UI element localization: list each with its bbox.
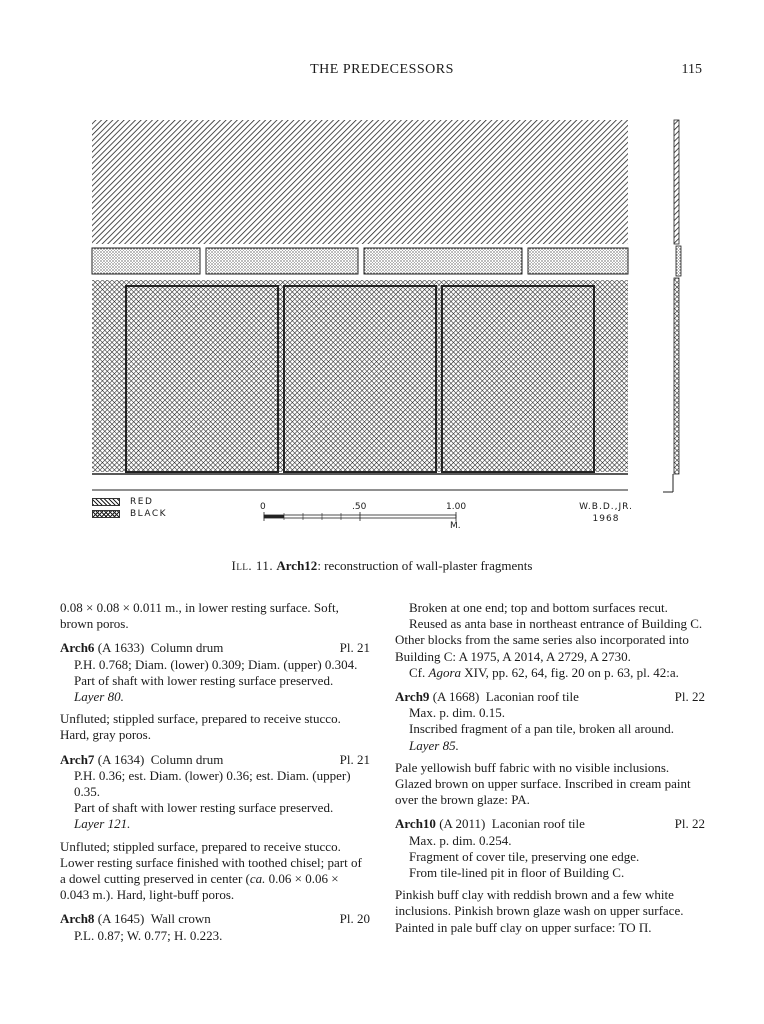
entry-note: Unfluted; stippled surface, prepared to receive stucco. Lower resting surface finished with toothed chisel; part of a dowel cutting preserved in center (ca. 0.06 × 0.06 × 0.043 m.). Hard, light-buff poros. <box>60 838 362 903</box>
entry-plate: Pl. 21 <box>339 751 370 767</box>
entry-context: From tile-lined pit in floor of Building C. <box>409 865 625 881</box>
entry-note: Pinkish buff clay with reddish brown and a few white inclusions. Pinkish brown glaze wash on upper surface. Painted in pale buff clay on upper surface: ΤΟ Π. <box>395 887 684 935</box>
band-panel <box>528 248 628 274</box>
entry-inventory: (A 1645) <box>97 911 145 927</box>
entry-title: Column drum <box>150 751 224 767</box>
entry-layer: Layer 121. <box>74 816 131 832</box>
scale-bar <box>264 512 456 521</box>
legend-red <box>92 497 153 507</box>
entry-plate: Pl. 21 <box>339 640 370 656</box>
entry-layer: Layer 80. <box>74 689 124 705</box>
legend-black-label: BLACK <box>130 509 168 519</box>
wall-plaster-figure <box>88 116 688 536</box>
caption-prefix: Ill. 11. <box>231 558 274 573</box>
entry-id: Arch10 <box>395 816 436 832</box>
entry-desc: Inscribed fragment of a pan tile, broken all around. <box>409 721 674 737</box>
entry-dims: P.L. 0.87; W. 0.77; H. 0.223. <box>74 927 223 943</box>
entry-inventory: (A 1668) <box>432 689 480 705</box>
left-column <box>60 600 370 944</box>
band-panel <box>92 248 200 274</box>
entry-desc: Part of shaft with lower resting surface preserved. <box>74 800 334 816</box>
caption-id: Arch12 <box>276 558 318 573</box>
reconstruction-drawing <box>88 116 688 536</box>
scale-tick-100: 1.00 <box>446 502 467 512</box>
band-panel <box>364 248 522 274</box>
legend-black <box>92 509 167 519</box>
entry-title: Laconian roof tile <box>485 689 579 705</box>
entry-id: Arch6 <box>60 640 95 656</box>
entry-note: Other blocks from the same series also incorporated into Building C: A 1975, A 2014, A 2729, A 2730. <box>395 632 689 664</box>
scale-tick-50: .50 <box>352 502 367 512</box>
entry-header-arch7 <box>60 752 370 768</box>
entry-dims: P.H. 0.768; Diam. (lower) 0.309; Diam. (upper) 0.304. <box>74 656 358 672</box>
entry-context: Reused as anta base in northeast entrance of Building C. <box>409 616 703 632</box>
black-swatch-icon <box>92 510 120 518</box>
entry-title: Column drum <box>150 640 224 656</box>
scale-unit: M. <box>450 521 461 531</box>
drawing-credit-year: 1968 <box>592 514 620 524</box>
running-title: THE PREDECESSORS <box>310 62 454 77</box>
red-swatch-icon <box>92 498 120 506</box>
scale-tick-0: 0 <box>260 502 266 512</box>
entry-title: Laconian roof tile <box>491 816 585 832</box>
red-zone <box>92 120 628 244</box>
entry-desc: Broken at one end; top and bottom surfaces recut. <box>409 600 668 615</box>
page-number: 115 <box>681 62 702 77</box>
figure-caption <box>0 558 764 574</box>
entry-id: Arch9 <box>395 689 430 705</box>
entry-header-arch8 <box>60 911 370 927</box>
entry-note: Unfluted; stippled surface, prepared to receive stucco. Hard, gray poros. <box>60 711 341 743</box>
entry-plate: Pl. 22 <box>674 689 705 705</box>
right-column <box>395 600 705 936</box>
legend-red-label: RED <box>130 497 154 507</box>
band-panel <box>206 248 358 274</box>
running-head <box>0 62 764 82</box>
entry-dims: Max. p. dim. 0.15. <box>409 705 506 721</box>
entry-dims: Max. p. dim. 0.254. <box>409 832 512 848</box>
entry-id: Arch8 <box>60 911 95 927</box>
entry-header-arch9 <box>395 689 705 705</box>
black-zone <box>92 280 628 472</box>
entry-plate: Pl. 20 <box>339 911 370 927</box>
entry-dims: P.H. 0.36; est. Diam. (lower) 0.36; est. Diam. (upper) 0.35. <box>74 767 351 800</box>
continued-text: 0.08 × 0.08 × 0.011 m., in lower resting surface. Soft, brown poros. <box>60 600 339 632</box>
caption-text: : reconstruction of wall-plaster fragments <box>317 558 533 573</box>
entry-id: Arch7 <box>60 751 95 767</box>
entry-desc: Fragment of cover tile, preserving one edge. <box>409 848 640 864</box>
entry-header-arch10 <box>395 816 705 832</box>
entry-plate: Pl. 22 <box>674 816 705 832</box>
wall-profile-section <box>663 120 681 492</box>
entry-reference: Cf. Agora XIV, pp. 62, 64, fig. 20 on p. 63, pl. 42:a. <box>409 664 679 680</box>
entry-desc: Part of shaft with lower resting surface preserved. <box>74 672 334 688</box>
entry-note: Pale yellowish buff fabric with no visible inclusions. Glazed brown on upper surface. Inscribed in cream paint over the brown glaze: PA. <box>395 759 691 808</box>
entry-inventory: (A 1633) <box>97 640 145 656</box>
drawing-credit-initials: W.B.D.,JR. <box>579 502 633 512</box>
entry-title: Wall crown <box>150 911 211 927</box>
entry-inventory: (A 1634) <box>97 751 145 767</box>
entry-header-arch6 <box>60 640 370 656</box>
entry-layer: Layer 85. <box>409 737 459 753</box>
entry-inventory: (A 2011) <box>439 816 486 832</box>
